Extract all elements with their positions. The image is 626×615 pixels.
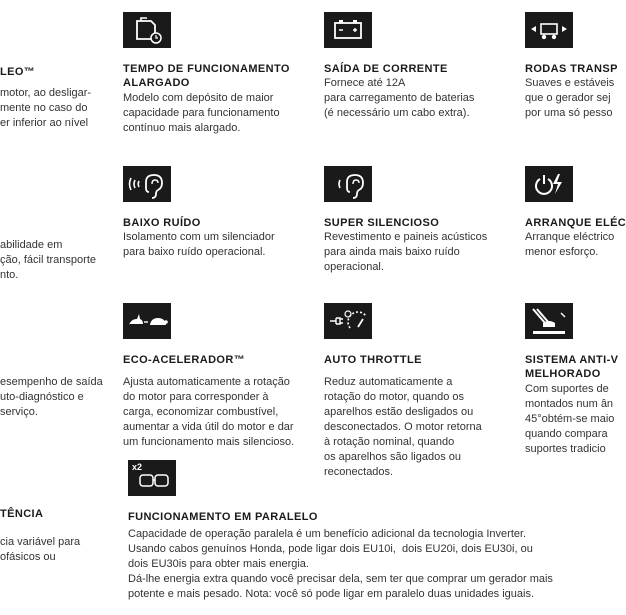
- feature-text-paralelo: Capacidade de operação paralela é um benefício adicional da tecnologia Inverter. Usando cabos genuínos Honda, pode ligar dois EU10i, dois EU20i, dois EU30i, ou dois EU30is para obter mais energia. Dá-lhe energia extra quando você precisar dela, sem ter que comprar um gerador mais potente e mais pesado. Nota: você só pode ligar em paralelo duas unidades iguais.: [128, 528, 553, 600]
- feature-text-partial: abilidade em ção, fácil transporte nto.: [0, 239, 96, 281]
- feature-text-arranque: Arranque eléctrico menor esforço.: [525, 231, 615, 258]
- feature-title-tempo: TEMPO DE FUNCIONAMENTO ALARGADO: [123, 63, 290, 89]
- feature-title-eco: ECO-ACELERADOR™: [123, 354, 246, 366]
- feature-text-rodas: Suaves e estáveis que o gerador sej por uma só pesso: [525, 77, 615, 119]
- feature-title-saida: SAÍDA DE CORRENTE: [324, 63, 448, 75]
- ear-sound-icon: [123, 166, 171, 202]
- feature-title-auto: AUTO THROTTLE: [324, 354, 422, 366]
- parallel-multiplier-badge: x2: [132, 462, 143, 472]
- feature-text-auto: Reduz automaticamente a rotação do motor, quando os aparelhos estão desligados ou desconectados. O motor retorna à rotação nominal, quando os aparelhos são ligados ou reconectados.: [324, 376, 482, 478]
- feature-title-baixo: BAIXO RUÍDO: [123, 217, 201, 229]
- feature-title-super: SUPER SILENCIOSO: [324, 217, 440, 229]
- plug-gauge-icon: [324, 303, 372, 339]
- ear-quiet-icon: [324, 166, 372, 202]
- feature-text-partial: esempenho de saída uto-diagnóstico e serviço.: [0, 376, 103, 418]
- feature-text-anti: Com suportes de montados num ân 45°obtém-se maio quando compara suportes tradicio: [525, 383, 615, 455]
- feature-title-paralelo: FUNCIONAMENTO EM PARALELO: [128, 511, 318, 523]
- feature-text-eco: Ajusta automaticamente a rotação do motor para corresponder à carga, economizar combustível, aumentar a vida útil do motor e dar um funcionamento mais silencioso.: [123, 376, 295, 448]
- feature-title-partial: LEO™: [0, 66, 36, 78]
- feature-text-partial: motor, ao desligar- mente no caso do er inferior ao nível: [0, 87, 92, 129]
- anti-vibration-icon: [525, 303, 573, 339]
- feature-text-tempo: Modelo com depósito de maior capacidade para funcionamento contínuo mais alargado.: [123, 92, 280, 134]
- feature-text-saida: Fornece até 12A para carregamento de baterias (é necessário um cabo extra).: [324, 77, 475, 119]
- feature-title-anti: SISTEMA ANTI-V MELHORADO: [525, 354, 619, 380]
- fuel-can-clock-icon: [123, 12, 171, 48]
- feature-text-super: Revestimento e paineis acústicos para ainda mais baixo ruído operacional.: [324, 231, 488, 273]
- feature-text-partial: cia variável para ofásicos ou: [0, 536, 81, 563]
- rabbit-turtle-icon: [123, 303, 171, 339]
- power-bolt-icon: [525, 166, 573, 202]
- feature-title-arranque: ARRANQUE ELÉC: [525, 217, 626, 229]
- battery-icon: [324, 12, 372, 48]
- feature-title-rodas: RODAS TRANSP: [525, 63, 618, 75]
- feature-title-partial: TÊNCIA: [0, 508, 44, 520]
- feature-text-baixo: Isolamento com um silenciador para baixo ruído operacional.: [123, 231, 275, 258]
- wheeled-cart-icon: [525, 12, 573, 48]
